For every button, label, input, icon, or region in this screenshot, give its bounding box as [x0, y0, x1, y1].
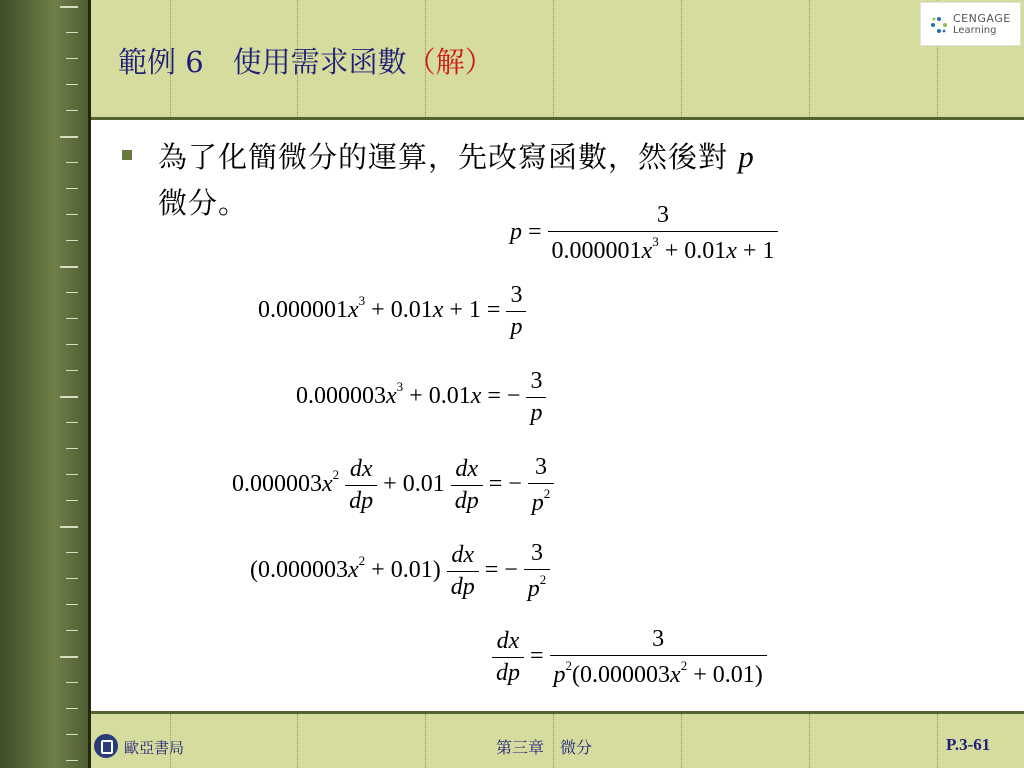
ruler-tick — [66, 500, 78, 501]
footer-grid-line — [297, 714, 298, 768]
eq1-den-x: x — [641, 238, 653, 264]
ruler-tick — [66, 760, 78, 761]
eq5-x: x — [348, 557, 359, 584]
eq6-numerator: 3 — [652, 626, 665, 652]
ruler-tick — [66, 344, 78, 345]
ruler-tick — [60, 396, 78, 398]
ruler-tick — [66, 448, 78, 449]
eq6-d-den: dp — [492, 657, 524, 687]
eq2-numerator: 3 — [510, 282, 523, 308]
ruler-tick — [60, 656, 78, 658]
eq4-den-p: p — [531, 490, 544, 516]
equation-1 — [510, 202, 778, 265]
ruler-tick — [60, 6, 78, 8]
eq3-exp: 3 — [396, 379, 404, 395]
ruler-tick — [66, 682, 78, 683]
intro-continuation: 微分。 — [158, 186, 249, 220]
eq5-fraction — [524, 540, 551, 603]
eq6-denominator — [550, 655, 767, 689]
eq4-b: + 0.01 — [383, 471, 445, 498]
logo-text-cengage: CENGAGE — [953, 12, 1011, 25]
eq3-x2: x — [470, 383, 482, 410]
eq3-b: + 0.01 — [409, 383, 471, 410]
ruler-tick — [66, 188, 78, 189]
eq1-den-b: + 0.01 — [664, 238, 727, 264]
eq4-derivative-2 — [451, 456, 483, 515]
ruler-tick — [66, 474, 78, 475]
ruler-strip — [0, 0, 90, 768]
equation-2 — [258, 282, 526, 341]
eq5-open: (0.000003 — [250, 557, 348, 584]
eq1-den-c: + 1 — [742, 238, 775, 264]
page-title — [118, 40, 494, 81]
eq2-exp: 3 — [358, 293, 366, 309]
eq6-den-close: + 0.01) — [693, 662, 763, 688]
eq3-denominator: p — [526, 397, 546, 427]
eq6-equals: = — [530, 643, 544, 670]
ruler-tick — [66, 214, 78, 215]
ruler-tick — [66, 734, 78, 735]
eq2-c: + 1 — [449, 297, 481, 324]
eq5-denominator — [524, 569, 551, 603]
intro-text: 為了化簡微分的運算，先改寫函數，然後對 — [158, 140, 729, 174]
equation-3 — [296, 368, 546, 427]
eq5-numerator: 3 — [531, 540, 544, 566]
header-grid-line — [553, 0, 554, 117]
equation-5 — [250, 540, 550, 603]
eq6-derivative — [492, 628, 524, 687]
eq2-denominator: p — [506, 311, 526, 341]
ruler-tick — [66, 318, 78, 319]
eq1-den-exp: 3 — [652, 234, 659, 249]
ruler-tick — [66, 708, 78, 709]
eq2-b: + 0.01 — [371, 297, 433, 324]
eq1-den-x2: x — [726, 238, 737, 264]
eq5-close: + 0.01) — [371, 557, 441, 584]
eq6-den-p: p — [553, 662, 566, 688]
eq5-exp: 2 — [358, 553, 366, 569]
eq2-equals: = — [486, 297, 501, 324]
eq6-den-pexp: 2 — [565, 658, 573, 673]
cengage-logo — [920, 2, 1021, 46]
title-main: 範例 6 使用需求函數 — [118, 45, 407, 79]
eq4-equals: = − — [488, 471, 522, 498]
eq1-den-a: 0.000001 — [551, 238, 642, 264]
ruler-tick — [66, 32, 78, 33]
ruler-tick — [66, 578, 78, 579]
eq4-d2-den: dp — [451, 485, 483, 515]
equation-6 — [492, 626, 767, 689]
eq6-den-xexp: 2 — [680, 658, 688, 673]
eq1-equals: = — [528, 219, 542, 246]
eq4-numerator: 3 — [535, 454, 548, 480]
logo-text-learning: Learning — [953, 25, 997, 36]
ruler-tick — [66, 240, 78, 241]
ruler-tick — [66, 58, 78, 59]
footer-grid-line — [681, 714, 682, 768]
eq1-denominator — [548, 231, 779, 265]
eq3-a: 0.000003 — [296, 383, 386, 410]
eq4-exp: 2 — [332, 467, 340, 483]
footer-grid-line — [425, 714, 426, 768]
eq4-derivative-1 — [345, 456, 377, 515]
ruler-tick — [60, 266, 78, 268]
eq4-a: 0.000003 — [232, 471, 322, 498]
eq1-numerator: 3 — [657, 202, 669, 228]
eq1-lhs: p — [510, 219, 522, 246]
page-number: P.3-61 — [946, 735, 991, 754]
footer-grid-line — [937, 714, 938, 768]
ruler-tick — [66, 110, 78, 111]
eq4-d2-num: dx — [455, 456, 479, 482]
eq5-den-p: p — [527, 576, 540, 602]
eq2-a: 0.000001 — [258, 297, 348, 324]
ruler-tick — [66, 292, 78, 293]
intro-variable: p — [738, 139, 755, 174]
eq2-x: x — [348, 297, 359, 324]
ruler-tick — [66, 162, 78, 163]
ruler-tick — [66, 422, 78, 423]
eq4-x: x — [322, 471, 333, 498]
ruler-tick — [60, 526, 78, 528]
eq4-d1-num: dx — [349, 456, 373, 482]
title-answer: （解） — [406, 45, 494, 79]
eq6-den-open: (0.000003 — [572, 662, 671, 688]
eq6-fraction — [550, 626, 767, 689]
publisher-logo-icon — [94, 734, 118, 758]
header-grid-line — [809, 0, 810, 117]
eq2-x2: x — [432, 297, 444, 324]
ruler-tick — [66, 84, 78, 85]
eq4-d1-den: dp — [345, 485, 377, 515]
ruler-tick — [66, 630, 78, 631]
eq5-d-num: dx — [451, 542, 475, 568]
chapter-label: 第三章 微分 — [496, 738, 593, 757]
bullet-square-icon — [122, 150, 132, 160]
eq5-derivative — [447, 542, 479, 601]
eq3-fraction — [526, 368, 546, 427]
eq6-d-num: dx — [496, 628, 520, 654]
publisher-name: 歐亞書局 — [124, 739, 185, 757]
header-grid-line — [681, 0, 682, 117]
ruler-tick — [66, 370, 78, 371]
eq4-denominator — [528, 483, 555, 517]
eq5-equals: = − — [484, 557, 518, 584]
eq3-x: x — [386, 383, 397, 410]
eq6-den-x: x — [670, 662, 681, 688]
ruler-tick — [66, 604, 78, 605]
eq3-numerator: 3 — [530, 368, 543, 394]
ruler-tick — [60, 136, 78, 138]
eq4-fraction — [528, 454, 555, 517]
eq3-equals: = − — [487, 383, 521, 410]
eq5-d-den: dp — [447, 571, 479, 601]
eq4-den-exp: 2 — [543, 486, 551, 501]
eq5-den-exp: 2 — [539, 572, 547, 587]
header-divider — [91, 117, 1024, 120]
equation-4 — [232, 454, 554, 517]
eq2-fraction — [506, 282, 526, 341]
logo-dots-icon — [929, 15, 949, 35]
eq1-fraction — [548, 202, 779, 265]
footer-grid-line — [809, 714, 810, 768]
ruler-tick — [66, 552, 78, 553]
